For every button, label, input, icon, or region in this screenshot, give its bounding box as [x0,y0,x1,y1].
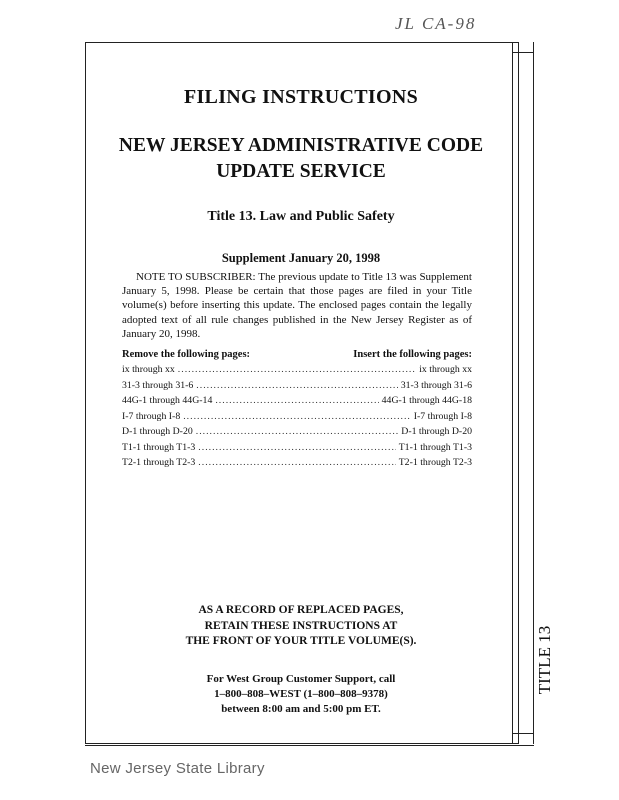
leader-dots [178,364,416,375]
remove-cell: T2-1 through T2-3 [122,457,196,468]
table-row [122,457,472,473]
closing-line2: RETAIN THESE INSTRUCTIONS AT [204,619,398,632]
support-line3: between 8:00 am and 5:00 pm ET. [221,703,381,715]
closing-line1: AS A RECORD OF REPLACED PAGES, [198,604,404,616]
leader-dots [196,426,399,437]
insert-cell: 44G-1 through 44G-18 [381,395,472,406]
spine-divider-top [512,52,534,53]
table-header [122,349,472,360]
remove-cell: I-7 through I-8 [122,410,181,422]
table-row [122,411,472,427]
closing-line3: THE FRONT OF YOUR TITLE VOLUME(S). [185,635,417,647]
table-row [122,364,472,380]
supplement-date: Supplement January 20, 1998 [221,251,381,265]
insert-cell: I-7 through I-8 [413,410,472,422]
remove-cell: 31-3 through 31-6 [122,379,194,391]
insert-cell: D-1 through D-20 [401,426,472,437]
support-line1: For West Group Customer Support, call [206,673,396,685]
note-text: NOTE TO SUBSCRIBER: The previous update to Title 13 was Supplement January 5, 1998. Please be certain that those pages are filed in your Title volume(s) before inserting this update. The enclosed pages contain the legally adopted text of all rule changes published in the New Jersey Register as of January 20, 1998. [122,271,472,340]
remove-cell: ix through xx [122,364,175,375]
insert-cell: T1-1 through T1-3 [398,441,472,453]
customer-support [85,672,517,717]
remove-header: Remove the following pages: [122,349,251,360]
table-row [122,380,472,396]
table-row [122,426,472,442]
code-title [85,133,517,185]
spine-label: TITLE 13 [535,625,554,695]
code-title-line1: NEW JERSEY ADMINISTRATIVE CODE [118,135,484,156]
page-table [122,364,472,473]
leader-dots [198,457,395,468]
insert-header: Insert the following pages: [353,349,472,360]
subscriber-note [122,270,472,341]
spine-divider-bottom [512,733,534,734]
insert-cell: 31-3 through 31-6 [400,379,472,391]
leader-dots [196,380,397,391]
page-title: FILING INSTRUCTIONS [183,86,419,108]
insert-cell: T2-1 through T2-3 [398,457,472,468]
bottom-rule [85,745,534,746]
remove-cell: 44G-1 through 44G-14 [122,395,213,406]
support-line2: 1–800–808–WEST (1–800–808–9378) [214,688,388,700]
code-title-line2: UPDATE SERVICE [216,161,386,182]
table-row [122,395,472,411]
closing-instructions [85,603,517,650]
title-line: Title 13. Law and Public Safety [207,209,395,224]
leader-dots [198,442,395,453]
table-row [122,442,472,458]
library-stamp: New Jersey State Library [90,760,265,777]
remove-cell: D-1 through D-20 [122,426,193,437]
remove-cell: T1-1 through T1-3 [122,441,196,453]
leader-dots [215,395,378,406]
insert-cell: ix through xx [419,364,472,375]
leader-dots [183,411,411,422]
handwritten-annotation: JL CA-98 [395,14,477,33]
